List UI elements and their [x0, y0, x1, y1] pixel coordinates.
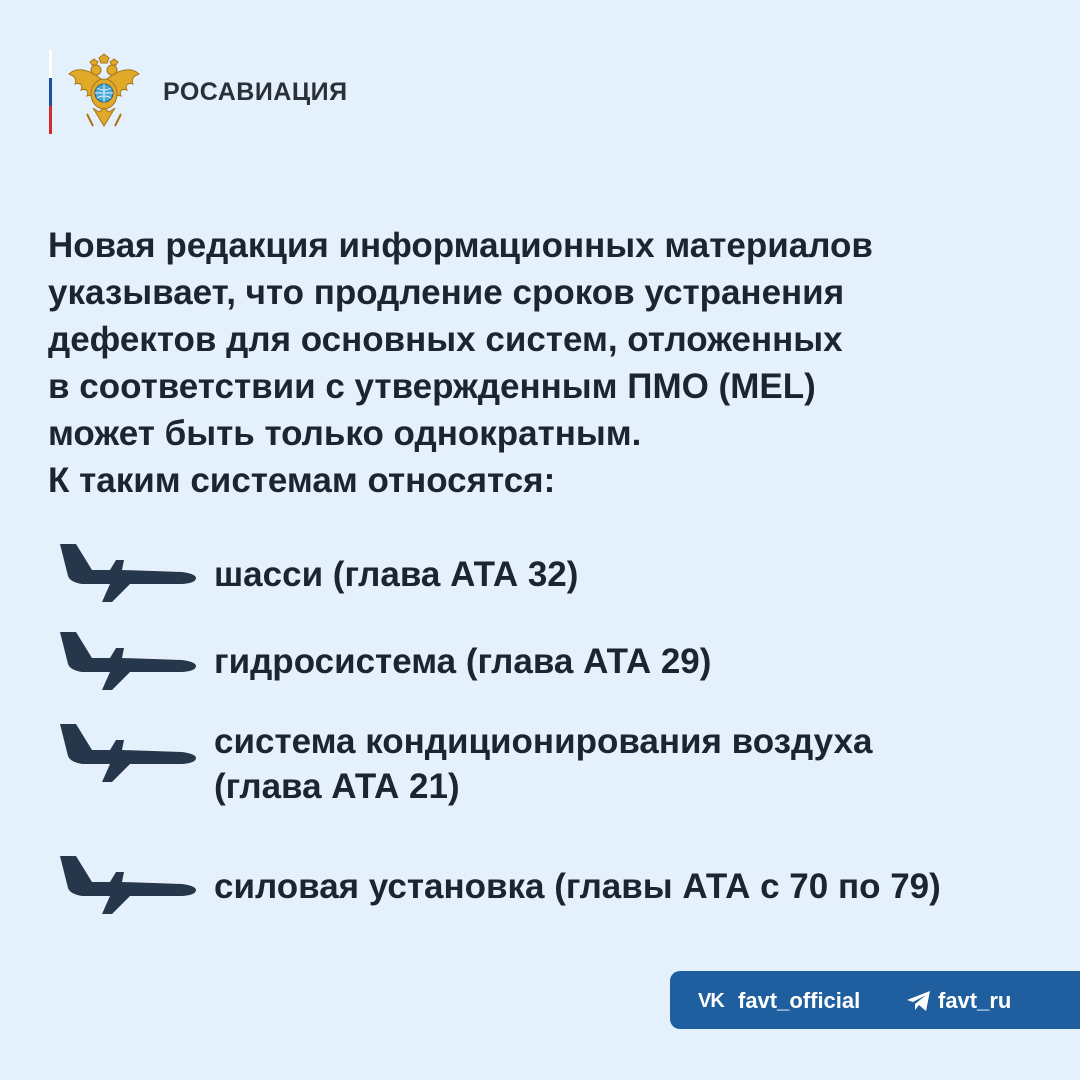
telegram-link[interactable]: favt_ru: [938, 988, 1012, 1013]
system-label-line: система кондиционирования воздуха: [214, 722, 873, 761]
flag-stripe: [49, 50, 52, 134]
organization-name: РОСАВИАЦИЯ: [163, 78, 348, 106]
intro-line: в соответствии с утвержденным ПМО (MEL): [48, 367, 816, 406]
airplane-icon: [58, 854, 198, 918]
vk-icon[interactable]: VK: [698, 990, 724, 1012]
system-label-line: гидросистема (глава АТА 29): [214, 642, 712, 681]
vk-link[interactable]: favt_official: [738, 988, 861, 1013]
intro-line: дефектов для основных систем, отложенных: [48, 320, 843, 359]
intro-line: Новая редакция информационных материалов: [48, 226, 873, 265]
airplane-icon: [58, 630, 198, 694]
intro-line: К таким системам относятся:: [48, 461, 556, 500]
social-links-bar: [670, 971, 1080, 1029]
system-label: [214, 639, 711, 684]
system-label: [214, 864, 941, 909]
intro-line: указывает, что продление сроков устранения: [48, 273, 845, 312]
system-label: [214, 719, 873, 809]
system-label-line: силовая установка (главы АТА с 70 по 79): [214, 867, 941, 906]
intro-line: может быть только однократным.: [48, 414, 642, 453]
system-label-line: шасси (глава АТА 32): [214, 555, 579, 594]
telegram-icon[interactable]: [906, 990, 932, 1012]
system-label-line: (глава АТА 21): [214, 767, 460, 806]
system-label: [214, 552, 578, 597]
airplane-icon: [58, 722, 198, 786]
coat-of-arms-logo: [63, 52, 145, 134]
intro-paragraph: [48, 222, 1048, 504]
airplane-icon: [58, 542, 198, 606]
